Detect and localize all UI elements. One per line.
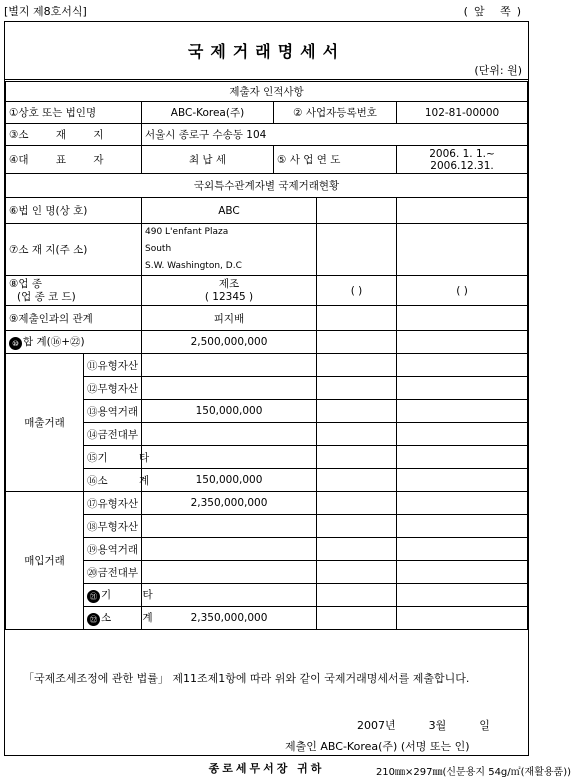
submitter-year-label: ⑤ 사 업 연 도 — [274, 146, 397, 174]
submitter-address-value: 서울시 종로구 수송동 104 — [142, 124, 528, 146]
purchase-item-label: ㉒ 소 계 — [84, 607, 142, 630]
empty-cell — [317, 538, 397, 561]
total-value: 2,500,000,000 — [142, 331, 317, 354]
purchase-item-value — [142, 538, 317, 561]
total-row — [6, 331, 528, 354]
purchase-row-3 — [6, 538, 528, 561]
sales-item-value: 150,000,000 — [142, 400, 317, 423]
empty-cell — [397, 561, 528, 584]
empty-cell — [317, 607, 397, 630]
foreign-industry-label: ⑧업 종 (업 종 코 드) — [6, 276, 142, 306]
empty-cell — [397, 492, 528, 515]
foreign-name-value: ABC — [142, 198, 317, 224]
empty-cell — [397, 423, 528, 446]
form-number: [별지 제8호서식] — [4, 5, 87, 18]
purchase-row-5 — [6, 584, 528, 607]
sales-item-label: ⑫무형자산 — [84, 377, 142, 400]
foreign-industry-value: 제조 ( 12345 ) — [142, 276, 317, 306]
empty-cell — [317, 561, 397, 584]
purchase-row-2 — [6, 515, 528, 538]
empty-cell — [317, 492, 397, 515]
submitter-bizno-value: 102-81-00000 — [397, 102, 528, 124]
sales-row-1 — [6, 354, 528, 377]
sales-row-6 — [6, 469, 528, 492]
foreign-name-col3 — [317, 198, 397, 224]
empty-cell — [397, 584, 528, 607]
total-col3 — [317, 331, 397, 354]
empty-cell — [397, 446, 528, 469]
submitter-section-title: 제출자 인적사항 — [6, 81, 528, 102]
empty-cell — [397, 538, 528, 561]
purchase-item-value — [142, 515, 317, 538]
foreign-name-label: ⑥법 인 명(상 호) — [6, 198, 142, 224]
paper-spec: 210㎜×297㎜(신문용지 54g/㎡(재활용품)) — [375, 767, 571, 778]
page-side-label: (앞 쪽) — [463, 5, 527, 18]
empty-cell — [317, 354, 397, 377]
total-col4 — [397, 331, 528, 354]
submitter-name-row — [6, 102, 528, 124]
foreign-industry-col4: ( ) — [397, 276, 528, 306]
sales-item-value — [142, 377, 317, 400]
sales-item-value — [142, 423, 317, 446]
submission-date: 2007년 3월 일 — [357, 719, 490, 732]
foreign-section-title: 국외특수관계자별 국제거래현황 — [6, 174, 528, 198]
submitter-signature: 제출인 ABC-Korea(주) (서명 또는 인) — [285, 740, 470, 753]
empty-cell — [317, 584, 397, 607]
submitter-address-row — [6, 124, 528, 146]
submitter-name-label: ①상호 또는 법인명 — [6, 102, 142, 124]
purchase-item-value — [142, 561, 317, 584]
foreign-relation-label: ⑨제출인과의 관계 — [6, 306, 142, 331]
foreign-address-col3 — [317, 224, 397, 276]
foreign-relation-value: 피지배 — [142, 306, 317, 331]
submitter-year-value: 2006. 1. 1.~ 2006.12.31. — [397, 146, 528, 174]
empty-cell — [317, 446, 397, 469]
sales-item-label: ⑪유형자산 — [84, 354, 142, 377]
foreign-name-row — [6, 198, 528, 224]
purchase-item-label: ⑲용역거래 — [84, 538, 142, 561]
submitter-section-row — [6, 81, 528, 102]
form-title: 국제거래명세서 — [187, 42, 346, 61]
submitter-name-value: ABC-Korea(주) — [142, 102, 274, 124]
sales-item-label: ⑯소 계 — [84, 469, 142, 492]
purchase-item-label: ⑰유형자산 — [84, 492, 142, 515]
submitter-rep-row — [6, 146, 528, 174]
sales-item-value — [142, 446, 317, 469]
purchase-item-value — [142, 584, 317, 607]
submitter-rep-label: ④대 표 자 — [6, 146, 142, 174]
foreign-relation-col3 — [317, 306, 397, 331]
purchase-item-label: ⑱무형자산 — [84, 515, 142, 538]
sales-row-4 — [6, 423, 528, 446]
declaration-text: 「국제조세조정에 관한 법률」 제11조제1항에 따라 위와 같이 국제거래명세서를 제출합니다. — [23, 672, 470, 685]
purchase-row-4 — [6, 561, 528, 584]
purchase-row-6 — [6, 607, 528, 630]
foreign-address-label: ⑦소 재 지(주 소) — [6, 224, 142, 276]
sales-item-value: 150,000,000 — [142, 469, 317, 492]
foreign-industry-row — [6, 276, 528, 306]
sales-row-3 — [6, 400, 528, 423]
empty-cell — [317, 423, 397, 446]
foreign-relation-row — [6, 306, 528, 331]
tax-office-addressee: 종로세무서장 귀하 — [208, 762, 325, 775]
submitter-bizno-label: ② 사업자등록번호 — [274, 102, 397, 124]
purchase-group-label: 매입거래 — [6, 492, 84, 630]
purchase-item-label: ㉑ 기 타 — [84, 584, 142, 607]
empty-cell — [397, 354, 528, 377]
sales-row-2 — [6, 377, 528, 400]
empty-cell — [317, 515, 397, 538]
submitter-rep-value: 최 납 세 — [142, 146, 274, 174]
foreign-address-value: 490 L'enfant Plaza South S.W. Washington, D.C — [142, 224, 317, 276]
purchase-item-value: 2,350,000,000 — [142, 492, 317, 515]
foreign-relation-col4 — [397, 306, 528, 331]
submitter-address-label: ③소 재 지 — [6, 124, 142, 146]
empty-cell — [397, 607, 528, 630]
purchase-item-label: ⑳금전대부 — [84, 561, 142, 584]
purchase-row-1 — [6, 492, 528, 515]
empty-cell — [317, 400, 397, 423]
empty-cell — [397, 469, 528, 492]
empty-cell — [397, 377, 528, 400]
empty-cell — [317, 377, 397, 400]
foreign-name-col4 — [397, 198, 528, 224]
sales-row-5 — [6, 446, 528, 469]
sales-item-label: ⑮기 타 — [84, 446, 142, 469]
sales-item-value — [142, 354, 317, 377]
sales-item-label: ⑭금전대부 — [84, 423, 142, 446]
foreign-address-col4 — [397, 224, 528, 276]
empty-cell — [317, 469, 397, 492]
unit-label: (단위: 원) — [474, 64, 522, 77]
sales-group-label: 매출거래 — [6, 354, 84, 492]
foreign-section-row — [6, 174, 528, 198]
total-label: ⑩ 합 계(⑯+㉒) — [6, 331, 142, 354]
empty-cell — [397, 400, 528, 423]
foreign-industry-col3: ( ) — [317, 276, 397, 306]
empty-cell — [397, 515, 528, 538]
foreign-address-row — [6, 224, 528, 276]
sales-item-label: ⑬용역거래 — [84, 400, 142, 423]
purchase-item-value: 2,350,000,000 — [142, 607, 317, 630]
statement-table — [5, 79, 528, 630]
